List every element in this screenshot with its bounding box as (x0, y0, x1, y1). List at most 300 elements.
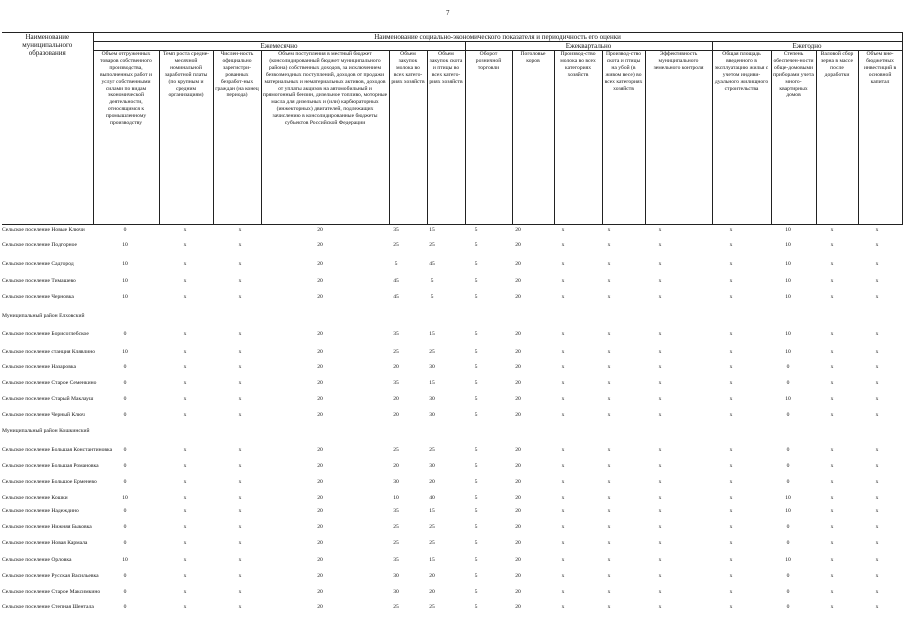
table-cell: 45 (393, 294, 399, 300)
table-cell: 20 (317, 364, 323, 370)
table-cell: x (729, 261, 733, 267)
row-name: Сельское поселение Степная Шентала (2, 604, 94, 610)
table-cell: 15 (429, 508, 435, 514)
table-cell: x (607, 508, 611, 514)
table-cell: 0 (123, 524, 127, 530)
table-cell: 5 (474, 463, 478, 469)
col-header: Общая площадь введенного в эксплуатацию жилья с учетом индиви-дуального жилищного строительства (712, 51, 771, 225)
page-number: 7 (446, 9, 450, 17)
table-cell: 25 (393, 349, 399, 355)
table-cell: x (729, 604, 733, 610)
table-cell: 15 (429, 380, 435, 386)
table-cell: 20 (393, 396, 399, 402)
table-cell: 20 (317, 294, 323, 300)
table-cell: 20 (515, 463, 521, 469)
table-cell: x (183, 331, 187, 337)
table-cell: 30 (393, 573, 399, 579)
table-cell: x (561, 331, 565, 337)
table-cell: x (729, 479, 733, 485)
table-cell: 5 (474, 349, 478, 355)
table-cell: 5 (474, 524, 478, 530)
table-cell: 5 (474, 227, 478, 233)
table-cell: x (830, 242, 834, 248)
table-cell: 20 (317, 479, 323, 485)
table-cell: 20 (515, 540, 521, 546)
table-cell: 10 (122, 349, 128, 355)
table-cell: x (607, 589, 611, 595)
table-cell: 20 (429, 573, 435, 579)
table-cell: 20 (515, 573, 521, 579)
table-cell: 20 (515, 447, 521, 453)
table-cell: 5 (474, 412, 478, 418)
table-cell: x (875, 447, 879, 453)
table-cell: x (875, 557, 879, 563)
table-cell: x (561, 412, 565, 418)
table-cell: x (183, 508, 187, 514)
table-cell: x (238, 463, 242, 469)
table-cell: x (607, 294, 611, 300)
table-cell: 10 (785, 495, 791, 501)
table-cell: x (183, 396, 187, 402)
table-cell: x (183, 540, 187, 546)
table-cell: x (830, 447, 834, 453)
table-cell: x (238, 604, 242, 610)
table-cell: x (607, 447, 611, 453)
table-cell: x (238, 524, 242, 530)
table-cell: 15 (429, 227, 435, 233)
table-cell: x (875, 278, 879, 284)
table-cell: 0 (786, 540, 790, 546)
table-cell: x (183, 349, 187, 355)
table-cell: x (561, 349, 565, 355)
table-cell: x (561, 495, 565, 501)
table-cell: 0 (786, 447, 790, 453)
table-cell: x (729, 396, 733, 402)
table-cell: 20 (515, 278, 521, 284)
table-cell: 25 (429, 349, 435, 355)
table-cell: 5 (474, 557, 478, 563)
table-cell: 25 (393, 447, 399, 453)
table-cell: 0 (786, 364, 790, 370)
col-header: Объем закупок скота и птицы во всех катего-риях хозяйств (427, 51, 465, 225)
table-cell: 20 (515, 604, 521, 610)
table-cell: x (729, 364, 733, 370)
table-cell: x (238, 495, 242, 501)
table-cell: 30 (429, 364, 435, 370)
indicator-group-header: Наименование социально-экономического показателя и периодичность его оценки (93, 33, 902, 42)
row-name: Сельское поселение Большое Ерменево (2, 479, 97, 485)
table-cell: x (729, 508, 733, 514)
table-cell: x (183, 557, 187, 563)
table-cell: x (658, 396, 662, 402)
table-cell: x (238, 227, 242, 233)
table-cell: x (658, 557, 662, 563)
table-cell: x (875, 294, 879, 300)
table-cell: x (238, 508, 242, 514)
table-cell: 5 (474, 589, 478, 595)
table-cell: x (875, 573, 879, 579)
table-cell: x (607, 412, 611, 418)
col-header: Объем отгруженных товаров собственного производства, выполненных работ и услуг собственными силами по видам экономической деятельности, относящимся к промышленному производству (93, 51, 159, 225)
table-cell: x (658, 604, 662, 610)
table-cell: 20 (515, 242, 521, 248)
table-cell: 25 (393, 540, 399, 546)
table-cell: 10 (122, 278, 128, 284)
table-cell: x (607, 380, 611, 386)
table-cell: 0 (786, 380, 790, 386)
table-cell: 10 (393, 495, 399, 501)
table-cell: x (875, 524, 879, 530)
row-name: Сельское поселение Садгород (2, 261, 74, 267)
table-cell: x (729, 447, 733, 453)
table-cell: 10 (785, 508, 791, 514)
col-header: Эффективность муниципального земельного контроля (645, 51, 712, 225)
table-cell: 0 (123, 227, 127, 233)
table-cell: 10 (785, 331, 791, 337)
table-cell: 25 (429, 242, 435, 248)
table-cell: 20 (317, 447, 323, 453)
table-cell: x (561, 508, 565, 514)
table-cell: 20 (515, 261, 521, 267)
table-cell: 10 (122, 242, 128, 248)
table-cell: x (238, 242, 242, 248)
table-cell: x (875, 380, 879, 386)
table-cell: 20 (515, 380, 521, 386)
table-cell: x (561, 573, 565, 579)
table-cell: 20 (317, 557, 323, 563)
table-cell: x (830, 349, 834, 355)
table-cell: x (875, 349, 879, 355)
table-cell: x (729, 524, 733, 530)
table-cell: x (607, 573, 611, 579)
table-cell: x (875, 227, 879, 233)
row-name: Сельское поселение Надеждино (2, 508, 79, 514)
table-cell: 5 (474, 261, 478, 267)
table-cell: x (729, 557, 733, 563)
table-cell: x (607, 261, 611, 267)
table-cell: 0 (123, 589, 127, 595)
table-cell: 5 (474, 573, 478, 579)
col-header: Объем закупок молока во всех катего-риях хозяйств (389, 51, 427, 225)
table-cell: x (183, 278, 187, 284)
table-cell: 20 (317, 604, 323, 610)
col-header: Поголовье коров (512, 51, 554, 225)
table-cell: x (830, 479, 834, 485)
table-cell: x (607, 278, 611, 284)
table-cell: 0 (786, 479, 790, 485)
table-cell: 20 (393, 364, 399, 370)
table-cell: x (607, 227, 611, 233)
table-cell: x (830, 261, 834, 267)
table-cell: x (658, 331, 662, 337)
table-cell: x (238, 540, 242, 546)
table-cell: 0 (123, 604, 127, 610)
period-monthly: Ежемесячно (93, 42, 465, 51)
table-cell: x (561, 604, 565, 610)
table-cell: 20 (515, 557, 521, 563)
row-name: Сельское поселение Черный Ключ (2, 412, 85, 418)
row-name: Сельское поселение Новая Кармала (2, 540, 88, 546)
table-cell: x (183, 242, 187, 248)
table-cell: 0 (123, 396, 127, 402)
table-cell: 20 (317, 278, 323, 284)
table-cell: 20 (317, 227, 323, 233)
table-cell: x (561, 364, 565, 370)
table-cell: 35 (393, 557, 399, 563)
table-cell: 0 (786, 589, 790, 595)
row-name: Сельское поселение Орловка (2, 557, 72, 563)
table-cell: x (183, 261, 187, 267)
period-quarterly: Ежеквартально (465, 42, 712, 51)
table-cell: x (875, 331, 879, 337)
row-name: Сельское поселение Назаровка (2, 364, 76, 370)
table-cell: x (607, 557, 611, 563)
row-name: Сельское поселение Русская Васильевка (2, 573, 99, 579)
table-cell: 20 (317, 396, 323, 402)
table-cell: x (830, 331, 834, 337)
table-cell: x (830, 540, 834, 546)
table-cell: 25 (429, 447, 435, 453)
table-cell: 20 (317, 261, 323, 267)
table-cell: x (830, 557, 834, 563)
table-cell: x (875, 604, 879, 610)
table-cell: x (238, 261, 242, 267)
table-cell: 35 (393, 508, 399, 514)
table-cell: x (875, 242, 879, 248)
table-cell: 0 (123, 447, 127, 453)
table-cell: x (875, 479, 879, 485)
table-cell: 35 (393, 380, 399, 386)
table-cell: x (607, 364, 611, 370)
table-cell: 10 (785, 278, 791, 284)
table-cell: x (238, 364, 242, 370)
table-cell: 40 (429, 495, 435, 501)
table-cell: x (183, 380, 187, 386)
table-cell: 20 (515, 349, 521, 355)
table-cell: x (658, 508, 662, 514)
table-cell: x (729, 589, 733, 595)
table-cell: 20 (317, 463, 323, 469)
table-cell: x (875, 412, 879, 418)
table-cell: x (183, 294, 187, 300)
table-cell: 0 (786, 463, 790, 469)
table-cell: x (830, 380, 834, 386)
table-cell: x (830, 227, 834, 233)
table-cell: 30 (393, 589, 399, 595)
table-cell: x (875, 589, 879, 595)
table-cell: x (607, 463, 611, 469)
table-cell: x (607, 331, 611, 337)
table-cell: 0 (123, 479, 127, 485)
table-cell: 20 (317, 540, 323, 546)
table-cell: 20 (317, 589, 323, 595)
table-cell: x (658, 463, 662, 469)
table-cell: x (729, 412, 733, 418)
table-cell: 5 (394, 261, 398, 267)
table-cell: 20 (317, 508, 323, 514)
table-cell: 5 (474, 447, 478, 453)
table-cell: x (729, 349, 733, 355)
table-cell: x (183, 495, 187, 501)
table-cell: x (729, 573, 733, 579)
table-cell: 25 (393, 524, 399, 530)
table-cell: 10 (785, 242, 791, 248)
row-name: Сельское поселение Большая Константиновка (2, 447, 113, 453)
table-cell: x (561, 278, 565, 284)
table-cell: 5 (474, 540, 478, 546)
table-cell: 5 (474, 242, 478, 248)
table-cell: x (238, 294, 242, 300)
table-cell: 20 (515, 412, 521, 418)
table-cell: 25 (429, 540, 435, 546)
table-cell: 5 (474, 364, 478, 370)
row-name: Сельское поселение станция Клявлино (2, 349, 96, 355)
table-cell: x (238, 380, 242, 386)
row-name: Сельское поселение Старое Максимкино (2, 589, 101, 595)
table-cell: 0 (786, 604, 790, 610)
table-cell: 20 (317, 242, 323, 248)
table-cell: x (729, 227, 733, 233)
table-cell: x (183, 589, 187, 595)
table-cell: 0 (123, 508, 127, 514)
table-cell: 5 (474, 604, 478, 610)
table-cell: x (561, 479, 565, 485)
row-name: Сельское поселение Нижняя Быковка (2, 524, 92, 530)
table-cell: 5 (474, 278, 478, 284)
col-header: Производ-ство скота и птицы на убой (в живом весе) во всех категориях хозяйств (602, 51, 645, 225)
table-cell: 5 (430, 294, 434, 300)
table-cell: x (875, 396, 879, 402)
col-header: Производ-ство молока во всех категориях хозяйств (554, 51, 602, 225)
table-cell: 20 (515, 331, 521, 337)
table-cell: x (561, 463, 565, 469)
row-name: Сельское поселение Борисоглебское (2, 331, 89, 337)
table-cell: x (875, 540, 879, 546)
table-cell: x (238, 412, 242, 418)
table-cell: 20 (317, 495, 323, 501)
table-cell: x (658, 364, 662, 370)
table-cell: 45 (429, 261, 435, 267)
table-cell: x (729, 495, 733, 501)
table-cell: x (830, 278, 834, 284)
table-cell: 20 (515, 479, 521, 485)
table-cell: 25 (429, 524, 435, 530)
table-cell: x (729, 540, 733, 546)
table-cell: 5 (474, 479, 478, 485)
table-cell: 10 (785, 557, 791, 563)
table-cell: 20 (515, 396, 521, 402)
row-name: Сельское поселение Черновка (2, 294, 74, 300)
table-header (2, 32, 903, 225)
table-cell: 5 (474, 396, 478, 402)
col-header: Темп роста средне-месячной номинальной заработной платы (по крупным и средним организациям) (159, 51, 213, 225)
table-cell: 20 (515, 524, 521, 530)
row-label-header: Наименование муниципального образования (2, 33, 93, 225)
table-cell: 20 (515, 294, 521, 300)
row-name: Муниципальный район Кошкинский (2, 428, 90, 434)
col-header: Объем поступления в местный бюджет (консолидированный бюджет муниципального района) собственных доходов, за исключением безвозмездных поступлений, доходов от продажи материальных и нематериальных активов, доходов от уплаты акцизов на автомобильный и прямогонный бензин, дизельное топливо, моторные масла для дизельных и (или) карбюраторных (инжекторных) двигателей, подлежащих зачислению в консолидированные бюджеты субъектов Российской Федерации (261, 51, 389, 225)
table-cell: x (658, 412, 662, 418)
table-cell: x (561, 242, 565, 248)
table-cell: x (658, 573, 662, 579)
table-cell: x (183, 604, 187, 610)
table-cell: x (238, 349, 242, 355)
table-cell: x (658, 349, 662, 355)
table-cell: 20 (317, 331, 323, 337)
table-cell: x (830, 412, 834, 418)
table-cell: 20 (515, 495, 521, 501)
row-name: Сельское поселение Большая Романовка (2, 463, 99, 469)
table-cell: x (875, 463, 879, 469)
table-cell: 10 (122, 495, 128, 501)
table-cell: 0 (123, 364, 127, 370)
table-cell: 20 (393, 412, 399, 418)
table-cell: 30 (393, 479, 399, 485)
col-header: Числен-ность официально зарегистри-рованных безработ-ных граждан (на конец периода) (213, 51, 261, 225)
table-cell: x (830, 495, 834, 501)
table-cell: x (183, 463, 187, 469)
table-cell: x (658, 380, 662, 386)
table-cell: x (729, 294, 733, 300)
table-cell: x (658, 447, 662, 453)
table-cell: x (658, 294, 662, 300)
table-cell: x (658, 261, 662, 267)
table-cell: 35 (393, 227, 399, 233)
table-cell: x (183, 573, 187, 579)
table-cell: 15 (429, 557, 435, 563)
table-cell: x (183, 524, 187, 530)
row-name: Сельское поселение Тимашево (2, 278, 76, 284)
table-cell: x (729, 380, 733, 386)
table-cell: x (658, 589, 662, 595)
table-cell: x (830, 463, 834, 469)
table-cell: 5 (430, 278, 434, 284)
table-cell: x (183, 479, 187, 485)
table-cell: x (561, 294, 565, 300)
table-cell: 0 (123, 412, 127, 418)
table-cell: x (607, 396, 611, 402)
table-cell: x (875, 508, 879, 514)
table-cell: x (238, 557, 242, 563)
table-cell: x (561, 540, 565, 546)
table-cell: x (875, 364, 879, 370)
table-cell: 30 (429, 463, 435, 469)
table-cell: 5 (474, 380, 478, 386)
table-cell: 5 (474, 495, 478, 501)
table-cell: 20 (317, 573, 323, 579)
table-cell: x (607, 604, 611, 610)
table-cell: 0 (123, 380, 127, 386)
table-cell: x (238, 479, 242, 485)
table-cell: 10 (122, 557, 128, 563)
table-cell: x (875, 495, 879, 501)
table-cell: x (729, 242, 733, 248)
table-cell: x (607, 540, 611, 546)
table-cell: 0 (123, 463, 127, 469)
table-cell: x (658, 540, 662, 546)
table-cell: x (729, 463, 733, 469)
table-cell: 0 (123, 540, 127, 546)
table-cell: 10 (785, 294, 791, 300)
table-cell: 15 (429, 331, 435, 337)
table-cell: 0 (786, 412, 790, 418)
row-name: Сельское поселение Подгорное (2, 242, 78, 248)
table-cell: 30 (429, 396, 435, 402)
table-cell: x (607, 479, 611, 485)
col-header: Степень обеспечен-ности обще-домовыми приборами учета много-квартирных домов (771, 51, 816, 225)
row-name: Сельское поселение Кошки (2, 495, 68, 501)
table-cell: 35 (393, 331, 399, 337)
